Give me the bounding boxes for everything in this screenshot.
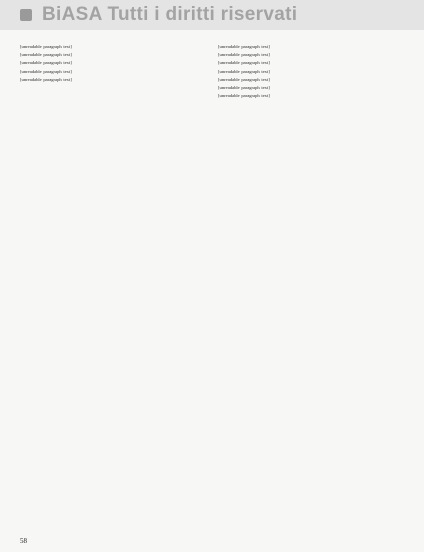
paragraph: [unreadable paragraph text] [218,60,270,66]
biasa-logo-icon [20,9,32,21]
paragraph: [unreadable paragraph text] [218,44,270,49]
watermark-text: BiASA Tutti i diritti riservati [42,4,298,25]
left-text-column [20,44,208,522]
paragraph: [unreadable paragraph text] [218,93,270,99]
paragraph: [unreadable paragraph text] [20,52,72,58]
paragraph: [unreadable paragraph text] [218,85,270,91]
paragraph: [unreadable paragraph text] [20,44,72,49]
page-number: 58 [20,537,27,545]
paragraph: [unreadable paragraph text] [218,52,270,58]
paragraph: [unreadable paragraph text] [20,76,72,82]
paragraph: [unreadable paragraph text] [20,60,72,66]
watermark-banner [0,0,424,30]
right-text-column [218,44,406,522]
paragraph: [unreadable paragraph text] [218,76,270,82]
paragraph: [unreadable paragraph text] [218,68,270,74]
paragraph: [unreadable paragraph text] [20,68,72,74]
